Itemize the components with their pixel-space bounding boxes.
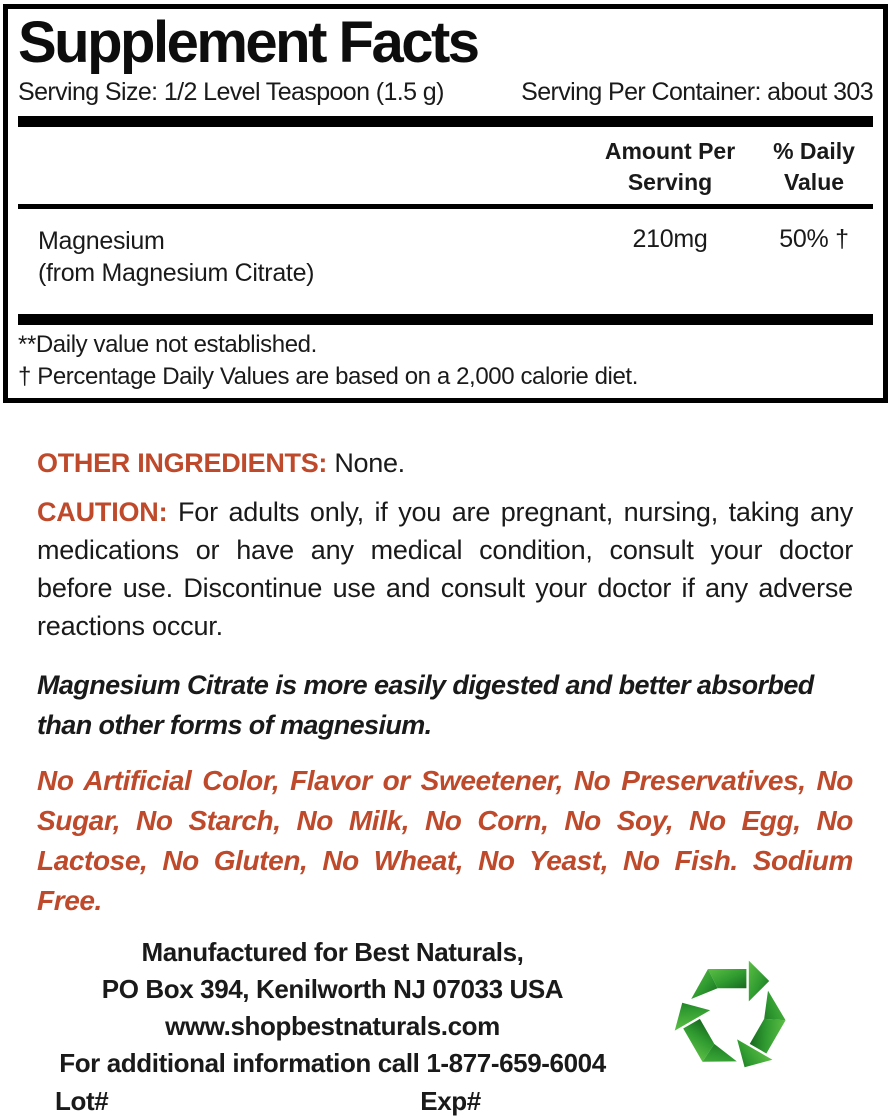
panel-footnotes <box>18 325 873 398</box>
footnote-percent-dv: † Percentage Daily Values are based on a 2,000 calorie diet. <box>18 362 638 390</box>
address-line: PO Box 394, Kenilworth NJ 07033 USA <box>101 974 564 1005</box>
lot-label: Lot# <box>55 1086 109 1117</box>
nutrient-daily-value: 50% † <box>779 224 849 253</box>
label-footer <box>0 934 891 1120</box>
nutrient-amount: 210mg <box>632 224 708 253</box>
website-line: www.shopbestnaturals.com <box>165 1011 500 1042</box>
caution-label: CAUTION: <box>37 497 168 528</box>
supplement-facts-panel <box>3 4 888 403</box>
divider-thick-top <box>18 116 873 127</box>
daily-value-header: % Daily Value <box>773 138 855 195</box>
column-headers <box>18 127 873 204</box>
label-body <box>0 448 891 921</box>
phone-line: For additional information call 1-877-659-6004 <box>59 1048 606 1079</box>
other-ingredients-label: OTHER INGREDIENTS: <box>37 448 328 479</box>
exp-label: Exp# <box>420 1086 481 1117</box>
footnote-daily-value: **Daily value not established. <box>18 330 317 358</box>
other-ingredients-line <box>37 448 853 479</box>
amount-per-serving-header: Amount Per Serving <box>604 138 736 195</box>
free-of-claims: No Artificial Color, Flavor or Sweetener, No Preservatives, No Sugar, No Starch, No Milk, No Corn, No Soy, No Egg, No Lactose, No Gluten, No Wheat, No Yeast, No Fish. Sodium Free. <box>37 765 853 917</box>
caution-text: For adults only, if you are pregnant, nursing, taking any medications or have any medical condition, consult your doctor before use. Discontinue use and consult your doctor if any adverse reactions occur. <box>37 497 853 642</box>
lot-exp-row <box>0 1083 665 1120</box>
recycle-icon <box>672 956 792 1078</box>
serving-row <box>18 78 873 107</box>
panel-title: Supplement Facts <box>18 10 478 75</box>
manufacturer-block <box>0 934 665 1120</box>
absorption-note: Magnesium Citrate is more easily digested and better absorbed than other forms of magnesium. <box>37 670 814 741</box>
divider-thick-bottom <box>18 314 873 325</box>
other-ingredients-value: None. <box>327 448 405 479</box>
manufactured-for-line: Manufactured for Best Naturals, <box>141 937 524 968</box>
caution-paragraph <box>37 493 853 645</box>
nutrient-name: Magnesium (from Magnesium Citrate) <box>38 226 315 288</box>
serving-size: Serving Size: 1/2 Level Teaspoon (1.5 g) <box>18 78 444 107</box>
servings-per-container: Serving Per Container: about 303 <box>521 78 873 107</box>
nutrient-row <box>18 209 873 314</box>
